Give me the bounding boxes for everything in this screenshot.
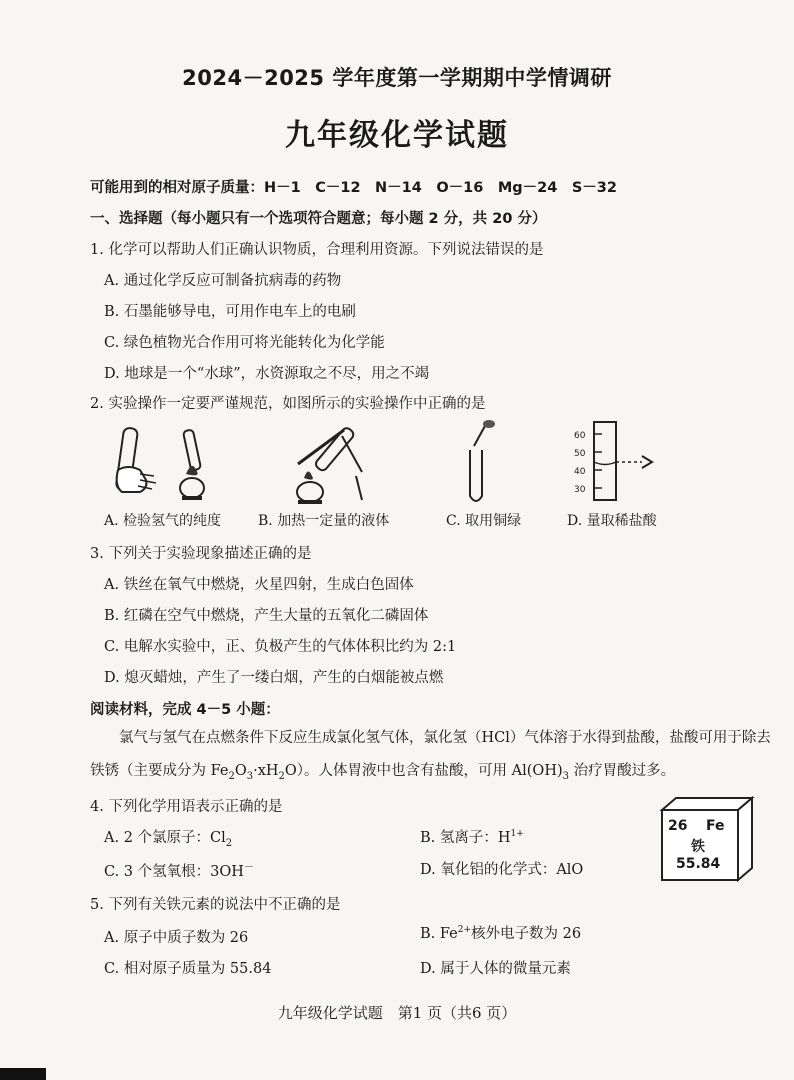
element-symbol: Fe [706,818,725,834]
element-name: 铁 [691,839,705,855]
reading-heading: 阅读材料，完成 4－5 小题： [90,702,280,718]
question-5-option-c: C. 相对原子质量为 55.84 [104,961,272,977]
cylinder-mark-40: 40 [574,467,586,477]
element-atomic-number: 26 [668,818,688,834]
figure-b-caption: B. 加热一定量的液体 [258,513,390,529]
exam-title-line1: 2024－2025 学年度第一学期期中学情调研 [182,66,612,90]
figure-c-caption: C. 取用铜绿 [446,513,522,529]
section-heading: 一、选择题（每小题只有一个选项符合题意；每小题 2 分，共 20 分） [90,211,547,227]
question-1-option-d: D. 地球是一个“水球”，水资源取之不尽，用之不竭 [104,366,430,382]
figure-d-caption: D. 量取稀盐酸 [567,513,657,529]
question-5-stem: 5. 下列有关铁元素的说法中不正确的是 [90,897,341,913]
exam-title: 九年级化学试题 [285,118,509,153]
element-atomic-mass: 55.84 [676,856,721,872]
figure-c-taking-solid [456,416,506,506]
figure-d-graduated-cylinder [570,420,680,504]
question-3-option-a: A. 铁丝在氧气中燃烧，火星四射，生成白色固体 [104,577,414,593]
question-4-stem: 4. 下列化学用语表示正确的是 [90,799,283,815]
question-3-option-b: B. 红磷在空气中燃烧，产生大量的五氧化二磷固体 [104,608,429,624]
question-4-option-c: C. 3 个氢氧根：3OH－ [104,862,254,880]
question-3-option-d: D. 熄灭蜡烛，产生了一缕白烟，产生的白烟能被点燃 [104,670,444,686]
scan-corner-mark [0,1068,46,1080]
cylinder-mark-50: 50 [574,449,586,459]
question-1-option-b: B. 石墨能够导电，可用作电车上的电刷 [104,304,356,320]
question-4-option-a: A. 2 个氯原子：$Cl_2$ [104,830,233,849]
reading-passage: 氯气与氢气在点燃条件下反应生成氯化氢气体，氯化氢（HCl）气体溶于水得到盐酸，盐酸可用于除去铁锈（主要成分为 $Fe_2O_3\cdot xH_2O$）。人体胃液中也含有盐酸，可用 $Al(OH)_3$ 治疗胃酸过多。 [90,730,771,782]
question-5-option-b: B. $Fe^{2+}$核外电子数为 26 [420,925,582,942]
figure-a-hydrogen-test [112,422,222,504]
question-5-option-d: D. 属于人体的微量元素 [420,961,571,977]
figure-b-heating-liquid [284,420,374,506]
question-5-option-a: A. 原子中质子数为 26 [104,930,249,946]
question-1-option-c: C. 绿色植物光合作用可将光能转化为化学能 [104,335,385,351]
atomic-masses: 可能用到的相对原子质量：H－1 C－12 N－14 O－16 Mg－24 S－32 [90,180,617,196]
question-4-option-d: D. 氧化铝的化学式：AlO [420,862,584,878]
question-3-option-c: C. 电解水实验中，正、负极产生的气体体积比约为 2:1 [104,639,457,655]
question-3-stem: 3. 下列关于实验现象描述正确的是 [90,546,312,562]
cylinder-mark-60: 60 [574,431,586,441]
cylinder-mark-30: 30 [574,485,586,495]
question-1-option-a: A. 通过化学反应可制备抗病毒的药物 [104,273,342,289]
figure-a-caption: A. 检验氢气的纯度 [104,513,222,529]
page-footer: 九年级化学试题 第1 页（共6 页） [277,1004,517,1022]
question-2-stem: 2. 实验操作一定要严谨规范，如图所示的实验操作中正确的是 [90,396,486,412]
question-1-stem: 1. 化学可以帮助人们正确认识物质，合理利用资源。下列说法错误的是 [90,242,544,258]
question-4-option-b: B. 氢离子：$H^{1+}$ [420,829,524,846]
